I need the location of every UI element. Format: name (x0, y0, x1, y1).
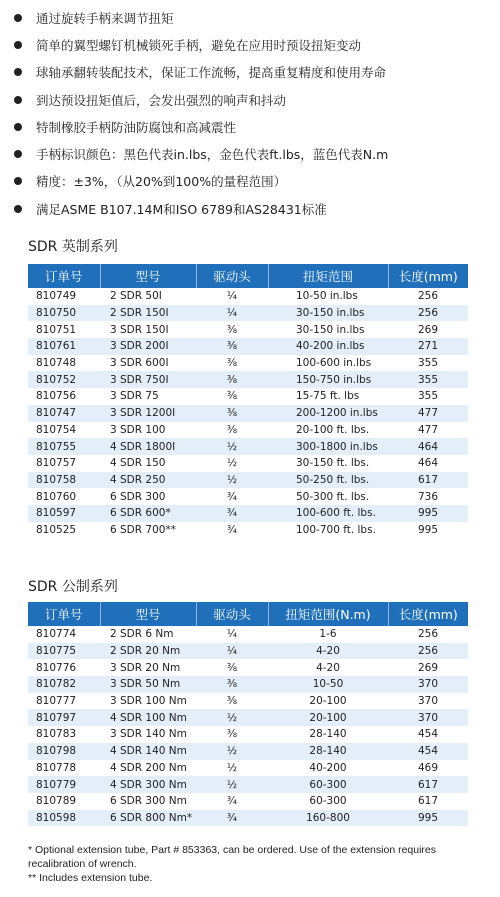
drive-cell: ½ (196, 455, 268, 472)
model-cell: 2 SDR 150I (100, 305, 196, 322)
feature-item (14, 31, 494, 58)
table-row (28, 709, 468, 726)
length-cell: 995 (388, 522, 468, 539)
header-length: 长度(mm) (388, 264, 468, 288)
feature-item (14, 195, 494, 222)
imperial-table (28, 264, 468, 538)
drive-cell: ½ (196, 472, 268, 489)
order-no-cell: 810750 (28, 305, 100, 322)
order-no-cell: 810798 (28, 743, 100, 760)
torque-range-cell: 200-1200 in.lbs (268, 405, 388, 422)
model-cell: 3 SDR 100 (100, 422, 196, 439)
model-cell: 6 SDR 300 Nm (100, 793, 196, 810)
bullet-icon (14, 68, 22, 76)
table-row (28, 422, 468, 439)
drive-cell: ½ (196, 760, 268, 777)
header-torque-range: 扭矩范围(N.m) (268, 602, 388, 626)
order-no-cell: 810760 (28, 488, 100, 505)
feature-text: 手柄标识颜色：黑色代表in.lbs，金色代表ft.lbs，蓝色代表N.m (36, 147, 389, 163)
order-no-cell: 810778 (28, 760, 100, 777)
order-no-cell: 810758 (28, 472, 100, 489)
drive-cell: ⅜ (196, 726, 268, 743)
drive-cell: ¼ (196, 626, 268, 643)
table-row (28, 288, 468, 305)
feature-item (14, 168, 494, 195)
torque-range-cell: 30-150 in.lbs (268, 321, 388, 338)
length-cell: 454 (388, 743, 468, 760)
feature-text: 通过旋转手柄来调节扭矩 (36, 10, 174, 26)
order-no-cell: 810747 (28, 405, 100, 422)
model-cell: 3 SDR 20 Nm (100, 659, 196, 676)
length-cell: 454 (388, 726, 468, 743)
torque-range-cell: 160-800 (268, 810, 388, 827)
torque-range-cell: 30-150 ft. lbs. (268, 455, 388, 472)
torque-range-cell: 100-700 ft. lbs. (268, 522, 388, 539)
torque-range-cell: 10-50 (268, 676, 388, 693)
order-no-cell: 810789 (28, 793, 100, 810)
order-no-cell: 810748 (28, 355, 100, 372)
length-cell: 355 (388, 371, 468, 388)
length-cell: 464 (388, 455, 468, 472)
table-row (28, 388, 468, 405)
length-cell: 271 (388, 338, 468, 355)
model-cell: 3 SDR 200I (100, 338, 196, 355)
bullet-icon (14, 14, 22, 22)
order-no-cell: 810783 (28, 726, 100, 743)
torque-range-cell: 50-300 ft. lbs. (268, 488, 388, 505)
length-cell: 995 (388, 810, 468, 827)
drive-cell: ¾ (196, 522, 268, 539)
model-cell: 4 SDR 250 (100, 472, 196, 489)
table-row (28, 793, 468, 810)
model-cell: 3 SDR 600I (100, 355, 196, 372)
feature-item (14, 59, 494, 86)
length-cell: 256 (388, 643, 468, 660)
feature-text: 到达预设扭矩值后，会发出强烈的响声和抖动 (36, 92, 287, 108)
table-row (28, 455, 468, 472)
model-cell: 4 SDR 140 Nm (100, 743, 196, 760)
order-no-cell: 810754 (28, 422, 100, 439)
drive-cell: ⅜ (196, 338, 268, 355)
bullet-icon (14, 96, 22, 104)
drive-cell: ¾ (196, 810, 268, 827)
drive-cell: ½ (196, 438, 268, 455)
model-cell: 2 SDR 20 Nm (100, 643, 196, 660)
length-cell: 269 (388, 321, 468, 338)
length-cell: 269 (388, 659, 468, 676)
table-row (28, 676, 468, 693)
table-row (28, 522, 468, 539)
model-cell: 4 SDR 300 Nm (100, 776, 196, 793)
length-cell: 370 (388, 676, 468, 693)
model-cell: 3 SDR 150I (100, 321, 196, 338)
feature-list (14, 4, 494, 222)
footnote-extension-tube: * Optional extension tube, Part # 853363, can be ordered. Use of the extension requires recalibration of wrench. (28, 844, 437, 870)
model-cell: 6 SDR 800 Nm* (100, 810, 196, 827)
table-row (28, 659, 468, 676)
torque-range-cell: 50-250 ft. lbs. (268, 472, 388, 489)
table-header-row (28, 264, 468, 288)
drive-cell: ½ (196, 743, 268, 760)
length-cell: 355 (388, 388, 468, 405)
table-row (28, 305, 468, 322)
length-cell: 736 (388, 488, 468, 505)
model-cell: 4 SDR 1800I (100, 438, 196, 455)
drive-cell: ¼ (196, 305, 268, 322)
torque-range-cell: 100-600 ft. lbs. (268, 505, 388, 522)
imperial-section-title: SDR 英制系列 (28, 239, 118, 255)
bullet-icon (14, 123, 22, 131)
torque-range-cell: 150-750 in.lbs (268, 371, 388, 388)
drive-cell: ¾ (196, 505, 268, 522)
feature-item (14, 113, 494, 140)
torque-range-cell: 28-140 (268, 726, 388, 743)
model-cell: 3 SDR 140 Nm (100, 726, 196, 743)
drive-cell: ⅜ (196, 321, 268, 338)
header-order-no: 订单号 (28, 602, 100, 626)
drive-cell: ½ (196, 776, 268, 793)
metric-section-title: SDR 公制系列 (28, 579, 118, 595)
torque-range-cell: 1-6 (268, 626, 388, 643)
header-length: 长度(mm) (388, 602, 468, 626)
drive-cell: ⅜ (196, 371, 268, 388)
table-row (28, 405, 468, 422)
table-row (28, 505, 468, 522)
table-row (28, 338, 468, 355)
feature-item (14, 140, 494, 167)
length-cell: 355 (388, 355, 468, 372)
feature-text: 球轴承翻转装配技术，保证工作流畅，提高重复精度和使用寿命 (36, 65, 387, 81)
order-no-cell: 810761 (28, 338, 100, 355)
table-row (28, 472, 468, 489)
drive-cell: ⅜ (196, 693, 268, 710)
table-row (28, 693, 468, 710)
order-no-cell: 810797 (28, 709, 100, 726)
header-order-no: 订单号 (28, 264, 100, 288)
table-header-row (28, 602, 468, 626)
length-cell: 995 (388, 505, 468, 522)
table-row (28, 321, 468, 338)
length-cell: 477 (388, 422, 468, 439)
torque-range-cell: 20-100 (268, 693, 388, 710)
length-cell: 256 (388, 305, 468, 322)
torque-range-cell: 10-50 in.lbs (268, 288, 388, 305)
torque-range-cell: 4-20 (268, 659, 388, 676)
table-row (28, 355, 468, 372)
order-no-cell: 810525 (28, 522, 100, 539)
bullet-icon (14, 150, 22, 158)
order-no-cell: 810751 (28, 321, 100, 338)
feature-item (14, 4, 494, 31)
model-cell: 3 SDR 1200I (100, 405, 196, 422)
feature-item (14, 86, 494, 113)
header-drive: 驱动头 (196, 602, 268, 626)
order-no-cell: 810757 (28, 455, 100, 472)
length-cell: 477 (388, 405, 468, 422)
model-cell: 2 SDR 6 Nm (100, 626, 196, 643)
header-torque-range: 扭矩范围 (268, 264, 388, 288)
model-cell: 2 SDR 50I (100, 288, 196, 305)
length-cell: 464 (388, 438, 468, 455)
model-cell: 3 SDR 750I (100, 371, 196, 388)
torque-range-cell: 15-75 ft. lbs (268, 388, 388, 405)
torque-range-cell: 100-600 in.lbs (268, 355, 388, 372)
order-no-cell: 810774 (28, 626, 100, 643)
model-cell: 4 SDR 200 Nm (100, 760, 196, 777)
bullet-icon (14, 205, 22, 213)
feature-text: 精度：±3%，（从20%到100%的量程范围） (36, 174, 287, 190)
length-cell: 370 (388, 709, 468, 726)
footnote-includes-tube: ** Includes extension tube. (28, 872, 153, 884)
header-model: 型号 (100, 264, 196, 288)
table-row (28, 810, 468, 827)
length-cell: 469 (388, 760, 468, 777)
order-no-cell: 810779 (28, 776, 100, 793)
torque-range-cell: 20-100 (268, 709, 388, 726)
order-no-cell: 810755 (28, 438, 100, 455)
header-model: 型号 (100, 602, 196, 626)
torque-range-cell: 60-300 (268, 793, 388, 810)
drive-cell: ⅜ (196, 355, 268, 372)
table-row (28, 776, 468, 793)
length-cell: 256 (388, 288, 468, 305)
torque-range-cell: 20-100 ft. lbs. (268, 422, 388, 439)
model-cell: 6 SDR 700** (100, 522, 196, 539)
model-cell: 4 SDR 100 Nm (100, 709, 196, 726)
length-cell: 256 (388, 626, 468, 643)
length-cell: 370 (388, 693, 468, 710)
model-cell: 6 SDR 600* (100, 505, 196, 522)
metric-table (28, 602, 468, 826)
length-cell: 617 (388, 793, 468, 810)
order-no-cell: 810776 (28, 659, 100, 676)
table-row (28, 371, 468, 388)
drive-cell: ¼ (196, 288, 268, 305)
torque-range-cell: 28-140 (268, 743, 388, 760)
drive-cell: ¾ (196, 488, 268, 505)
order-no-cell: 810782 (28, 676, 100, 693)
model-cell: 3 SDR 50 Nm (100, 676, 196, 693)
table-row (28, 643, 468, 660)
order-no-cell: 810597 (28, 505, 100, 522)
drive-cell: ⅜ (196, 659, 268, 676)
drive-cell: ¾ (196, 793, 268, 810)
table-row (28, 760, 468, 777)
order-no-cell: 810752 (28, 371, 100, 388)
table-row (28, 726, 468, 743)
drive-cell: ¼ (196, 643, 268, 660)
torque-range-cell: 40-200 (268, 760, 388, 777)
order-no-cell: 810777 (28, 693, 100, 710)
torque-range-cell: 4-20 (268, 643, 388, 660)
feature-text: 简单的翼型螺钉机械锁死手柄，避免在应用时预设扭矩变动 (36, 37, 362, 53)
bullet-icon (14, 41, 22, 49)
bullet-icon (14, 177, 22, 185)
drive-cell: ⅜ (196, 422, 268, 439)
feature-text: 满足ASME B107.14M和ISO 6789和AS28431标准 (36, 201, 327, 217)
torque-range-cell: 60-300 (268, 776, 388, 793)
order-no-cell: 810749 (28, 288, 100, 305)
drive-cell: ½ (196, 709, 268, 726)
footnotes (28, 843, 488, 885)
order-no-cell: 810756 (28, 388, 100, 405)
length-cell: 617 (388, 472, 468, 489)
table-row (28, 438, 468, 455)
drive-cell: ⅜ (196, 405, 268, 422)
length-cell: 617 (388, 776, 468, 793)
order-no-cell: 810598 (28, 810, 100, 827)
drive-cell: ⅜ (196, 676, 268, 693)
model-cell: 3 SDR 100 Nm (100, 693, 196, 710)
table-row (28, 743, 468, 760)
torque-range-cell: 300-1800 in.lbs (268, 438, 388, 455)
model-cell: 3 SDR 75 (100, 388, 196, 405)
order-no-cell: 810775 (28, 643, 100, 660)
feature-text: 特制橡胶手柄防油防腐蚀和高减震性 (36, 119, 237, 135)
model-cell: 6 SDR 300 (100, 488, 196, 505)
torque-range-cell: 40-200 in.lbs (268, 338, 388, 355)
table-row (28, 488, 468, 505)
torque-range-cell: 30-150 in.lbs (268, 305, 388, 322)
table-row (28, 626, 468, 643)
drive-cell: ⅜ (196, 388, 268, 405)
header-drive: 驱动头 (196, 264, 268, 288)
model-cell: 4 SDR 150 (100, 455, 196, 472)
